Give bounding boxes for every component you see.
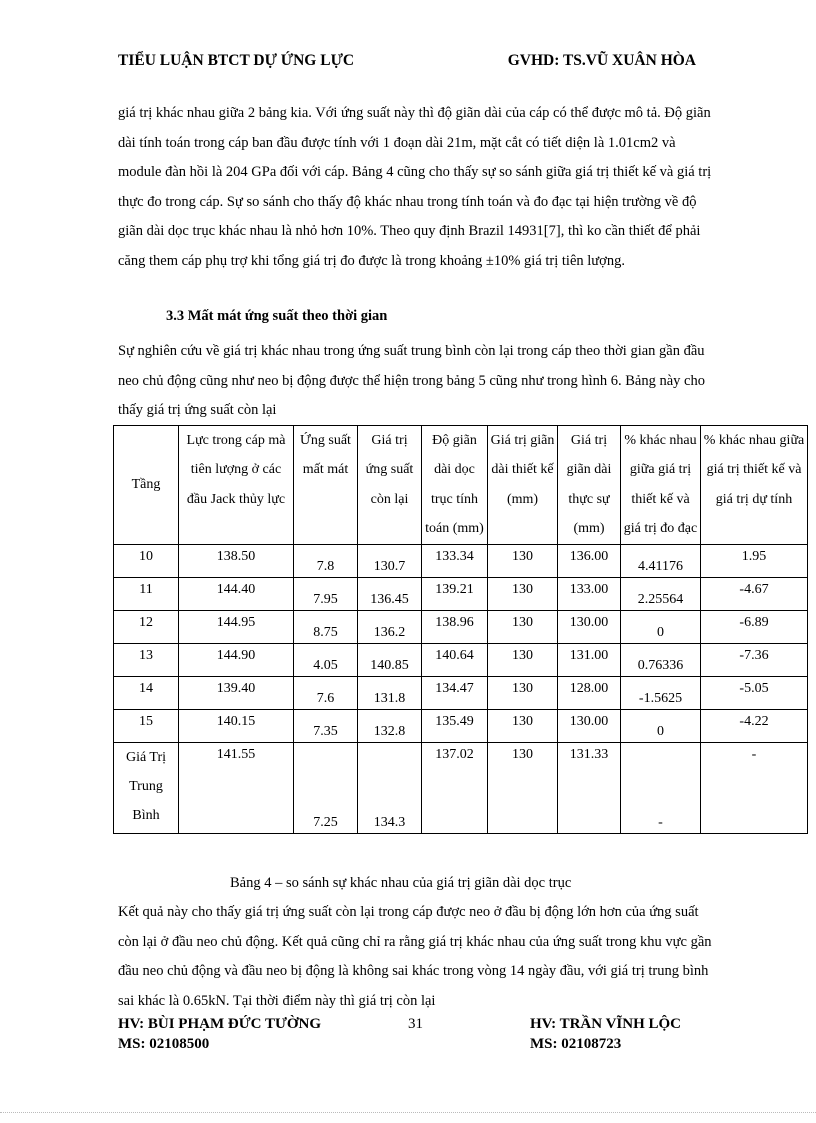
table-cell: Giá Trị Trung Bình: [114, 742, 179, 833]
column-header: Giá trị giãn dài thực sự (mm): [558, 426, 621, 545]
page-bottom-divider: [0, 1112, 816, 1113]
comparison-table: [113, 425, 808, 834]
column-header: % khác nhau giữa giá trị thiết kế và giá trị dự tính: [701, 426, 808, 545]
table-average-row: [114, 742, 808, 833]
column-header: % khác nhau giữa giá trị thiết kế và giá trị đo đạc: [621, 426, 701, 545]
table-cell: 144.95: [179, 610, 294, 643]
table-cell: 10: [114, 544, 179, 577]
table-cell: 130: [488, 709, 558, 742]
table-cell: 130: [488, 742, 558, 833]
column-header: Giá trị giãn dài thiết kế (mm): [488, 426, 558, 545]
table-cell: 133.34: [422, 544, 488, 577]
table-cell: 7.35: [294, 709, 358, 742]
table-cell: 141.55: [179, 742, 294, 833]
table-cell: 12: [114, 610, 179, 643]
table-row: [114, 610, 808, 643]
table-cell: 136.45: [358, 577, 422, 610]
table-cell: -6.89: [701, 610, 808, 643]
table-cell: 130.00: [558, 709, 621, 742]
column-header: Lực trong cáp mà tiên lượng ở các đầu Jack thủy lực: [179, 426, 294, 545]
table-cell: -5.05: [701, 676, 808, 709]
table-cell: 133.00: [558, 577, 621, 610]
paragraph-3: Kết quả này cho thấy giá trị ứng suất còn lại trong cáp được neo ở đầu bị động lớn hơn của ứng suất còn lại ở đầu neo chủ động. Kết quả cũng chỉ ra rằng giá trị khác nhau của ứng suất trong khu vực gần đầu neo chủ động và đầu neo bị động là không sai khác trong vòng 14 ngày đầu, với giá trị trung bình sai khác là 0.65kN. Tại thời điểm này thì giá trị còn lại: [118, 904, 712, 1009]
table-cell: 13: [114, 643, 179, 676]
table-cell: 7.25: [294, 742, 358, 833]
table-row: [114, 577, 808, 610]
table-cell: 139.40: [179, 676, 294, 709]
table-cell: 8.75: [294, 610, 358, 643]
table-cell: 139.21: [422, 577, 488, 610]
header-advisor: GVHD: TS.VŨ XUÂN HÒA: [507, 52, 696, 69]
table-cell: 0: [621, 709, 701, 742]
table-cell: -1.5625: [621, 676, 701, 709]
table-cell: 7.8: [294, 544, 358, 577]
table-cell: 14: [114, 676, 179, 709]
footer-student-1-id: MS: 02108500: [118, 1036, 210, 1052]
table-cell: 140.64: [422, 643, 488, 676]
table-cell: -: [701, 742, 808, 833]
table-row: [114, 709, 808, 742]
table-cell: 140.15: [179, 709, 294, 742]
footer-student-2-id: MS: 02108723: [530, 1036, 622, 1052]
table-cell: 131.00: [558, 643, 621, 676]
table-cell: 137.02: [422, 742, 488, 833]
table-cell: 130: [488, 610, 558, 643]
table-cell: -: [621, 742, 701, 833]
table-cell: 15: [114, 709, 179, 742]
table-cell: 138.50: [179, 544, 294, 577]
table-cell: 134.3: [358, 742, 422, 833]
table-cell: 136.00: [558, 544, 621, 577]
table-cell: 130: [488, 676, 558, 709]
table-cell: 2.25564: [621, 577, 701, 610]
table-cell: 1.95: [701, 544, 808, 577]
table-cell: -4.22: [701, 709, 808, 742]
paragraph-2: Sự nghiên cứu về giá trị khác nhau trong ứng suất trung bình còn lại trong cáp theo thời gian gần đầu neo chủ động cũng như neo bị động được thể hiện trong bảng 5 cũng như trong hình 6. Bảng này cho thấy giá trị ứng suất còn lại: [118, 343, 705, 418]
page-number: 31: [408, 1016, 423, 1032]
table-cell: 4.41176: [621, 544, 701, 577]
table-cell: 138.96: [422, 610, 488, 643]
table-caption: Bảng 4 – so sánh sự khác nhau của giá trị giãn dài dọc trục: [230, 875, 572, 891]
page-header: [118, 52, 698, 74]
table-header-row: [114, 426, 808, 545]
table-cell: 140.85: [358, 643, 422, 676]
table-cell: 135.49: [422, 709, 488, 742]
table-cell: 130.00: [558, 610, 621, 643]
table-cell: -4.67: [701, 577, 808, 610]
table-cell: -7.36: [701, 643, 808, 676]
paragraph-1: giá trị khác nhau giữa 2 bảng kia. Với ứng suất này thì độ giãn dài của cáp có thể được mô tả. Độ giãn dài tính toán trong cáp ban đầu được tính với 1 đoạn dài 21m, mặt cắt có tiết diện là 1.01cm2 và module đàn hồi là 204 GPa đối với cáp. Bảng 4 cũng cho thấy sự so sánh giữa giá trị thiết kế và giá trị thực đo trong cáp. Sự so sánh cho thấy độ khác nhau trong tính toán và đo đạc tại hiện trường về độ giãn dài dọc trục khác nhau là nhỏ hơn 10%. Theo quy định Brazil 14931[7], thì ko cần thiết để phải căng them cáp phụ trợ khi tổng giá trị đo được là trong khoảng ±10% giá trị tiên lượng.: [118, 105, 712, 269]
column-header: Độ giãn dài dọc trục tính toán (mm): [422, 426, 488, 545]
table-cell: 128.00: [558, 676, 621, 709]
section-title: 3.3 Mất mát ứng suất theo thời gian: [166, 308, 388, 324]
column-header: Giá trị ứng suất còn lại: [358, 426, 422, 545]
table-cell: 132.8: [358, 709, 422, 742]
table-cell: 144.90: [179, 643, 294, 676]
table-cell: 130.7: [358, 544, 422, 577]
table-cell: 130: [488, 643, 558, 676]
footer-student-1-name: HV: BÙI PHẠM ĐỨC TƯỜNG: [118, 1016, 322, 1032]
table-row: [114, 643, 808, 676]
table-cell: 144.40: [179, 577, 294, 610]
table-cell: 131.8: [358, 676, 422, 709]
table-cell: 130: [488, 544, 558, 577]
table-cell: 130: [488, 577, 558, 610]
table-row: [114, 676, 808, 709]
table-cell: 0: [621, 610, 701, 643]
table-row: [114, 544, 808, 577]
table-cell: 11: [114, 577, 179, 610]
table-cell: 136.2: [358, 610, 422, 643]
footer-student-2-name: HV: TRẦN VĨNH LỘC: [530, 1016, 682, 1032]
table-cell: 7.6: [294, 676, 358, 709]
table-cell: 131.33: [558, 742, 621, 833]
column-header: Tầng: [114, 426, 179, 545]
table-cell: 134.47: [422, 676, 488, 709]
header-title: TIỂU LUẬN BTCT DỰ ỨNG LỰC: [118, 52, 355, 69]
column-header: Ứng suất mất mát: [294, 426, 358, 545]
table-cell: 7.95: [294, 577, 358, 610]
table-cell: 4.05: [294, 643, 358, 676]
table-cell: 0.76336: [621, 643, 701, 676]
